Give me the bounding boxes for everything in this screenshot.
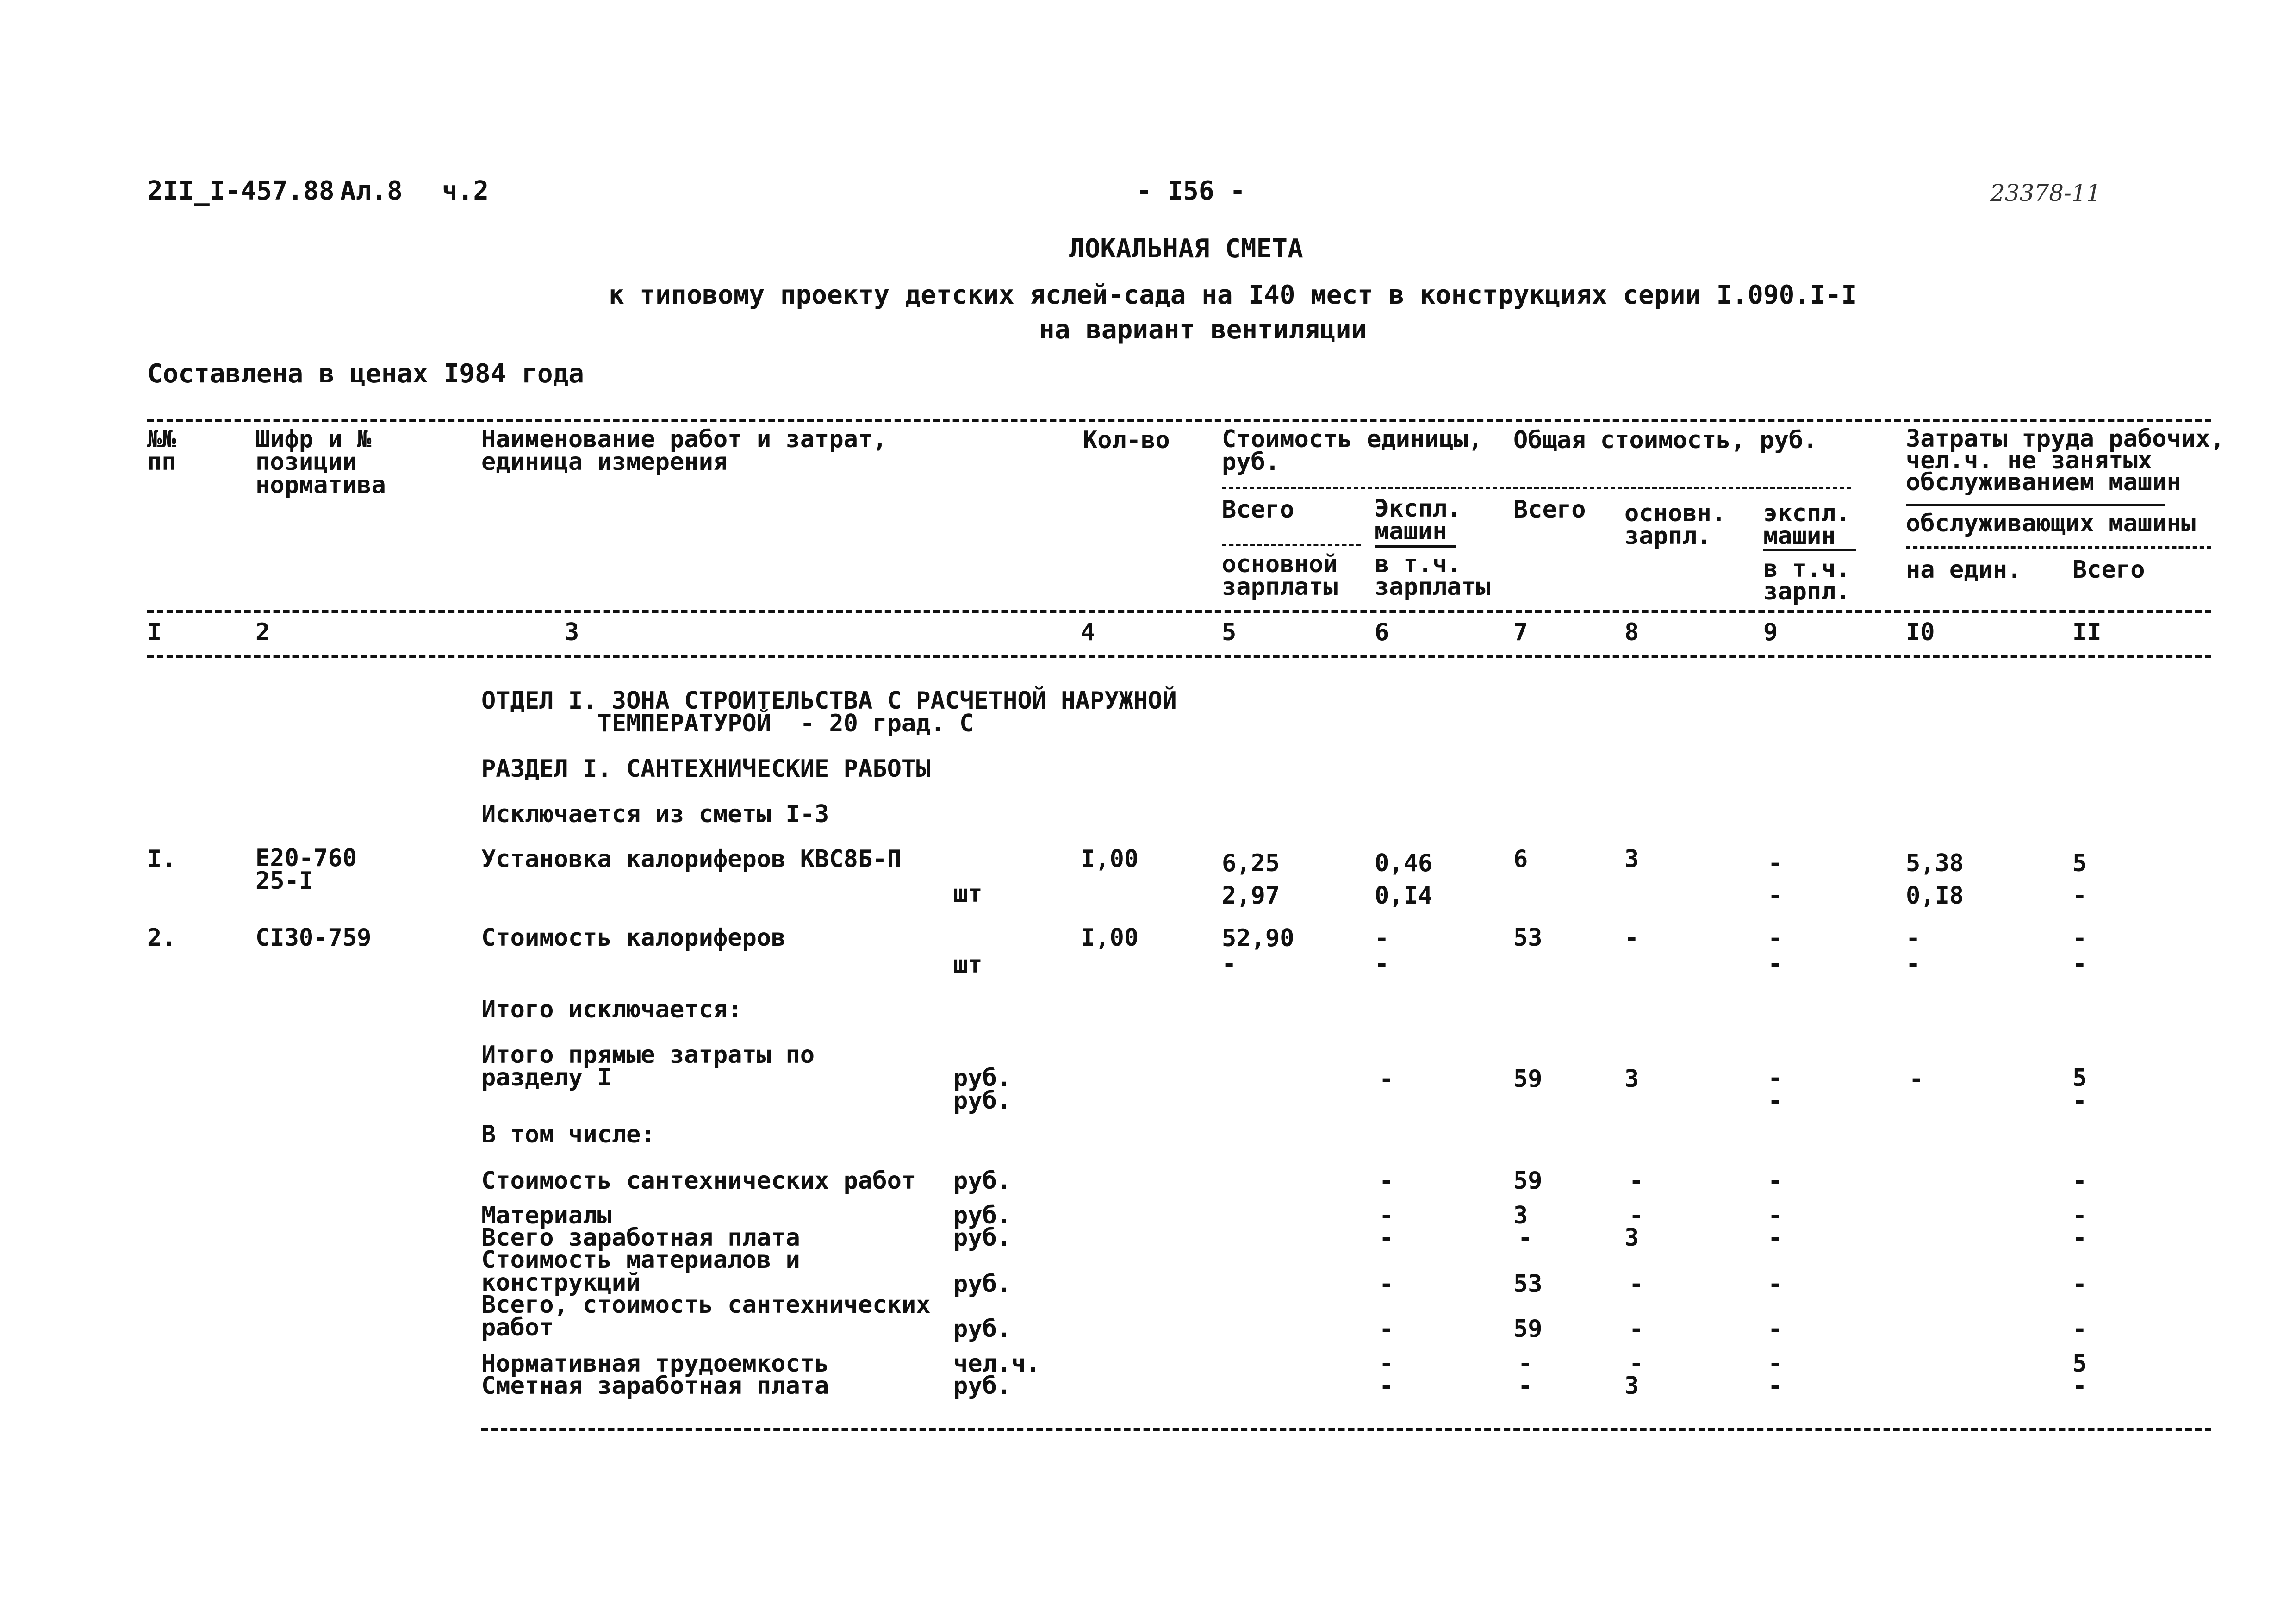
row-1-unit-cost: 6,25 2,97 bbox=[1222, 849, 1280, 910]
summary-line-unit: руб. bbox=[953, 1270, 1012, 1298]
header-unit-base-salary: основной зарплаты bbox=[1222, 550, 1338, 601]
page-number: - I56 - bbox=[1136, 176, 1246, 206]
summary-line-unit: руб. bbox=[953, 1372, 1012, 1400]
section-otdel: ОТДЕЛ I. ЗОНА СТРОИТЕЛЬСТВА С РАСЧЕТНОЙ НАРУЖНОЙ ТЕМПЕРАТУРОЙ - 20 град. С bbox=[481, 687, 1177, 738]
row-1-machines: - - bbox=[1768, 849, 1783, 910]
summary-line-c6: - bbox=[1379, 1167, 1394, 1195]
summary-line-c11: - bbox=[2072, 1315, 2087, 1343]
summary-line-c8: 3 bbox=[1624, 1224, 1639, 1252]
summary-line-c7: 53 bbox=[1513, 1270, 1543, 1298]
row-1-unit: шт bbox=[953, 880, 983, 908]
summary-line-c11: - bbox=[2072, 1372, 2087, 1400]
col-number-5: 5 bbox=[1222, 618, 1237, 646]
col-number-1: I bbox=[147, 618, 162, 646]
header-col-number: №№ пп bbox=[147, 425, 176, 476]
document-subtitle: к типовому проекту детских яслей-сада на I40 мест в конструкциях серии I.090.I-I bbox=[609, 280, 1857, 310]
summary-line-label: Материалы bbox=[481, 1202, 612, 1229]
prices-note: Составлена в ценах I984 года bbox=[147, 359, 585, 389]
row-1-qty: I,00 bbox=[1081, 845, 1139, 873]
summary-line-c8: 3 bbox=[1624, 1372, 1639, 1400]
including-label: В том числе: bbox=[481, 1121, 655, 1148]
col-number-11: II bbox=[2072, 618, 2102, 646]
col-number-8: 8 bbox=[1624, 618, 1639, 646]
itogo-excluded: Итого исключается: bbox=[481, 996, 742, 1023]
header-subrule-labor bbox=[1906, 546, 2211, 549]
row-2-unit-machines: - - bbox=[1375, 924, 1389, 978]
summary-line-label: Всего заработная плата bbox=[481, 1224, 800, 1252]
row-2-labor-unit: - - bbox=[1906, 924, 1921, 978]
header-col-qty: Кол-во bbox=[1083, 426, 1170, 454]
col-number-9: 9 bbox=[1763, 618, 1778, 646]
header-col-code: Шифр и № позиции норматива bbox=[255, 425, 386, 499]
summary-line-unit: руб. bbox=[953, 1202, 1012, 1229]
part-number: ч.2 bbox=[442, 176, 489, 206]
header-c9-underline bbox=[1763, 549, 1856, 551]
header-labor-per-unit: на един. bbox=[1906, 556, 2022, 584]
direct-costs-c11: 5 - bbox=[2072, 1064, 2087, 1115]
row-1-unit-machines: 0,46 0,I4 bbox=[1375, 849, 1433, 910]
header-unit-total: Всего bbox=[1222, 496, 1294, 524]
summary-line-c9: - bbox=[1768, 1270, 1783, 1298]
summary-line-c11: - bbox=[2072, 1167, 2087, 1195]
table-end-rule bbox=[481, 1428, 2211, 1431]
row-2-machines: - - bbox=[1768, 924, 1783, 978]
summary-line-label: Стоимость сантехнических работ bbox=[481, 1167, 916, 1195]
direct-costs-c6: - bbox=[1379, 1065, 1394, 1093]
summary-line-c6: - bbox=[1379, 1372, 1394, 1400]
summary-line-c7: - bbox=[1518, 1224, 1533, 1252]
col-number-3: 3 bbox=[565, 618, 579, 646]
row-2-labor-total: - - bbox=[2072, 924, 2087, 978]
header-labor-total: Всего bbox=[2072, 556, 2145, 584]
summary-line-c11: - bbox=[2072, 1224, 2087, 1252]
summary-line-unit: чел.ч. bbox=[953, 1350, 1040, 1378]
summary-line-c7: 59 bbox=[1513, 1167, 1543, 1195]
summary-line-unit: руб. bbox=[953, 1167, 1012, 1195]
summary-line-label: Всего, стоимость сантехнических работ bbox=[481, 1291, 931, 1342]
summary-line-c11: 5 bbox=[2072, 1350, 2087, 1378]
summary-line-c11: - bbox=[2072, 1202, 2087, 1229]
summary-line-c8: - bbox=[1629, 1202, 1644, 1229]
col-number-4: 4 bbox=[1081, 618, 1095, 646]
row-2-code: СI30-759 bbox=[255, 924, 372, 952]
col-numbers-rule bbox=[147, 655, 2211, 658]
summary-line-c9: - bbox=[1768, 1372, 1783, 1400]
header-c6-underline bbox=[1375, 545, 1456, 548]
row-1-name: Установка калориферов КВС8Б-П bbox=[481, 845, 902, 873]
header-labor-underline bbox=[1906, 504, 2165, 506]
document-subtitle-variant: на вариант вентиляции bbox=[1039, 315, 1367, 345]
header-total-machines: экспл. машин bbox=[1763, 499, 1850, 550]
row-2-unit: шт bbox=[953, 951, 983, 979]
summary-line-c6: - bbox=[1379, 1315, 1394, 1343]
summary-line-label: Нормативная трудоемкость bbox=[481, 1350, 829, 1378]
direct-costs-c10: - bbox=[1909, 1065, 1924, 1093]
row-1-base-salary: 3 bbox=[1624, 845, 1639, 873]
summary-line-c11: - bbox=[2072, 1270, 2087, 1298]
header-col-name: Наименование работ и затрат, единица измерения bbox=[481, 425, 887, 476]
row-2-name: Стоимость калориферов bbox=[481, 924, 786, 952]
row-2-total: 53 bbox=[1513, 924, 1543, 952]
header-total-cost: Общая стоимость, руб. bbox=[1513, 426, 1818, 454]
summary-line-c8: - bbox=[1629, 1315, 1644, 1343]
header-total-machine-salary: в т.ч. зарпл. bbox=[1763, 555, 1850, 606]
row-2-qty: I,00 bbox=[1081, 924, 1139, 952]
summary-line-c6: - bbox=[1379, 1270, 1394, 1298]
summary-line-c7: - bbox=[1518, 1372, 1533, 1400]
summary-line-c8: - bbox=[1629, 1350, 1644, 1378]
document-code: 2II_I-457.88 bbox=[147, 176, 335, 206]
archive-number-handwritten: 23378-11 bbox=[1990, 180, 2101, 206]
summary-line-c8: - bbox=[1629, 1270, 1644, 1298]
row-1-labor-total: 5 - bbox=[2072, 849, 2087, 910]
row-1-labor-unit: 5,38 0,I8 bbox=[1906, 849, 1964, 910]
row-2-number: 2. bbox=[147, 924, 176, 952]
header-unit-cost: Стоимость единицы, руб. bbox=[1222, 425, 1483, 476]
summary-line-c7: 3 bbox=[1513, 1202, 1528, 1229]
header-total-base-salary: основн. зарпл. bbox=[1624, 499, 1726, 550]
header-subrule-c5 bbox=[1222, 544, 1361, 546]
summary-line-c9: - bbox=[1768, 1167, 1783, 1195]
direct-costs-c9: - - bbox=[1768, 1064, 1783, 1115]
summary-line-c7: - bbox=[1518, 1350, 1533, 1378]
summary-line-c6: - bbox=[1379, 1202, 1394, 1229]
summary-line-c8: - bbox=[1629, 1167, 1644, 1195]
summary-line-c9: - bbox=[1768, 1202, 1783, 1229]
col-number-7: 7 bbox=[1513, 618, 1528, 646]
summary-line-label: Стоимость материалов и конструкций bbox=[481, 1246, 800, 1297]
album-number: Ал.8 bbox=[340, 176, 403, 206]
header-labor-machines-sub: обслуживающих машины bbox=[1906, 510, 2196, 537]
summary-line-c6: - bbox=[1379, 1224, 1394, 1252]
summary-line-unit: руб. bbox=[953, 1224, 1012, 1252]
col-number-6: 6 bbox=[1375, 618, 1389, 646]
excluded-note: Исключается из сметы I-3 bbox=[481, 800, 829, 828]
header-total-all: Всего bbox=[1513, 496, 1586, 524]
header-subrule-cost bbox=[1222, 487, 1851, 489]
row-2-unit-cost: 52,90 - bbox=[1222, 924, 1294, 978]
summary-line-c6: - bbox=[1379, 1350, 1394, 1378]
direct-costs-c7: 59 bbox=[1513, 1065, 1543, 1093]
header-bottom-rule bbox=[147, 610, 2211, 613]
col-number-10: I0 bbox=[1906, 618, 1935, 646]
header-unit-machines: Экспл. машин bbox=[1375, 495, 1462, 546]
direct-costs-label: Итого прямые затраты по разделу I bbox=[481, 1041, 815, 1092]
direct-costs-unit: руб. руб. bbox=[953, 1064, 1012, 1115]
summary-line-label: Сметная заработная плата bbox=[481, 1372, 829, 1400]
summary-line-c7: 59 bbox=[1513, 1315, 1543, 1343]
section-razdel: РАЗДЕЛ I. САНТЕХНИЧЕСКИЕ РАБОТЫ bbox=[481, 755, 931, 783]
header-labor: Затраты труда рабочих, чел.ч. не занятых обслуживанием машин bbox=[1906, 425, 2225, 496]
document-title: ЛОКАЛЬНАЯ СМЕТА bbox=[1069, 234, 1303, 264]
summary-line-c9: - bbox=[1768, 1350, 1783, 1378]
summary-line-c9: - bbox=[1768, 1224, 1783, 1252]
row-1-total: 6 bbox=[1513, 845, 1528, 873]
summary-line-c9: - bbox=[1768, 1315, 1783, 1343]
row-1-code: Е20-760 25-I bbox=[255, 844, 357, 895]
table-top-rule bbox=[147, 419, 2211, 422]
col-number-2: 2 bbox=[255, 618, 270, 646]
row-1-number: I. bbox=[147, 845, 176, 873]
direct-costs-c8: 3 bbox=[1624, 1065, 1639, 1093]
row-2-base-salary: - bbox=[1624, 924, 1639, 952]
summary-line-unit: руб. bbox=[953, 1315, 1012, 1343]
header-unit-machine-salary: в т.ч. зарплаты bbox=[1375, 550, 1491, 601]
